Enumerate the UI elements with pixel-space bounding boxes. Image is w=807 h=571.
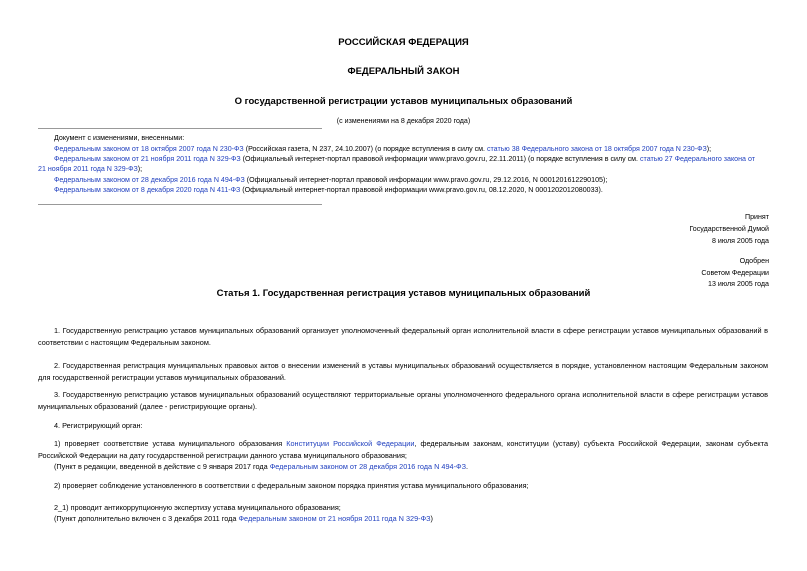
adoption-duma-date: 8 июля 2005 года (711, 237, 769, 245)
amendment-item: Федеральным законом от 18 октября 2007 года N 230-ФЗ (Российская газета, N 237, 24.10.2007) (о порядке вступления в силу см. статью 38 Федерального закона от 18 октября 2007 года N 230-ФЗ); (54, 145, 712, 153)
adoption-council-date: 13 июля 2005 года (708, 280, 769, 288)
adoption-duma-line1: Принят (744, 213, 769, 221)
federation-heading: РОССИЙСКАЯ ФЕДЕРАЦИЯ (338, 37, 469, 48)
amendment-item: Федеральным законом от 28 декабря 2016 года N 494-ФЗ (Официальный интернет-портал правовой информации www.pravo.gov.ru, 29.12.2016, N 0001201612290105); (54, 176, 608, 184)
law-type-heading: ФЕДЕРАЛЬНЫЙ ЗАКОН (347, 66, 460, 77)
adoption-council-line2: Советом Федерации (701, 269, 769, 277)
amendment-link[interactable]: Федеральным законом от 21 ноября 2011 года N 329-ФЗ (238, 514, 431, 523)
bottom-divider (38, 204, 322, 205)
article-item-1: 1) проверяет соответствие устава муниципального образования Конституции Российской Федерации, федеральным законам, конституции (уставу) субъекта Российской Федерации, законам субъекта Российской Федерации на дату государственной регистрации данного устава муниципального образования; (38, 439, 768, 460)
amendment-article-link[interactable]: 21 ноября 2011 года N 329-ФЗ (38, 165, 138, 173)
amendment-item-continuation: 21 ноября 2011 года N 329-ФЗ); (38, 165, 143, 173)
article-paragraph-4: 4. Регистрирующий орган: (54, 421, 143, 430)
amendment-link[interactable]: Федеральным законом от 18 октября 2007 года N 230-ФЗ (54, 145, 244, 153)
article-1-title: Статья 1. Государственная регистрация уставов муниципальных образований (216, 288, 591, 299)
amendment-item: Федеральным законом от 21 ноября 2011 года N 329-ФЗ (Официальный интернет-портал правовой информации www.pravo.gov.ru, 22.11.2011) (о порядке вступления в силу см. статью 27 Федерального закона от (54, 155, 755, 163)
amendments-intro: Документ с изменениями, внесенными: (54, 134, 185, 142)
adoption-council-line1: Одобрен (739, 257, 769, 265)
top-divider (38, 128, 322, 129)
changes-note: (с изменениями на 8 декабря 2020 года) (336, 117, 471, 125)
amendment-item: Федеральным законом от 8 декабря 2020 года N 411-ФЗ (Официальный интернет-портал правовой информации www.pravo.gov.ru, 08.12.2020, N 0001202012080033). (54, 186, 603, 194)
amendment-article-link[interactable]: статью 27 Федерального закона от (639, 155, 755, 163)
adoption-duma-line2: Государственной Думой (689, 225, 769, 233)
law-title: О государственной регистрации уставов муниципальных образований (234, 96, 573, 107)
article-paragraph-3: 3. Государственную регистрацию уставов муниципальных образований осуществляют территориальные органы уполномоченного федерального органа исполнительной власти в сфере регистрации уставов муниципальных образований (далее - регистрирующие органы). (38, 390, 768, 411)
article-item-1-note: (Пункт в редакции, введенной в действие с 9 января 2017 года Федеральным законом от 28 декабря 2016 года N 494-ФЗ. (54, 462, 469, 471)
article-item-2-1: 2_1) проводит антикоррупционную экспертизу устава муниципального образования; (54, 503, 341, 512)
amendment-link[interactable]: Федеральным законом от 28 декабря 2016 года N 494-ФЗ (54, 176, 245, 184)
constitution-link[interactable]: Конституции Российской Федерации (286, 439, 415, 448)
amendment-link[interactable]: Федеральным законом от 21 ноября 2011 года N 329-ФЗ (54, 155, 241, 163)
article-paragraph-2: 2. Государственная регистрация муниципальных правовых актов о внесении изменений в уставы муниципальных образований осуществляется в порядке, установленном настоящим Федеральным законом для государственной регистрации уставов муниципальных образований. (38, 361, 768, 382)
article-item-2: 2) проверяет соблюдение установленного в соответствии с федеральным законом порядка принятия устава муниципального образования; (54, 481, 529, 490)
article-item-2-1-note: (Пункт дополнительно включен с 3 декабря 2011 года Федеральным законом от 21 ноября 2011 года N 329-ФЗ) (54, 514, 433, 523)
amendment-link[interactable]: Федеральным законом от 28 декабря 2016 года N 494-ФЗ (269, 462, 466, 471)
amendment-link[interactable]: Федеральным законом от 8 декабря 2020 года N 411-ФЗ (54, 186, 241, 194)
article-paragraph-1: 1. Государственную регистрацию уставов муниципальных образований организует уполномоченный федеральный орган исполнительной власти в сфере регистрации уставов муниципальных образований в соответствии с настоящим Федеральным законом. (38, 326, 768, 347)
amendment-article-link[interactable]: статью 38 Федерального закона от 18 октября 2007 года N 230-ФЗ (486, 145, 707, 153)
